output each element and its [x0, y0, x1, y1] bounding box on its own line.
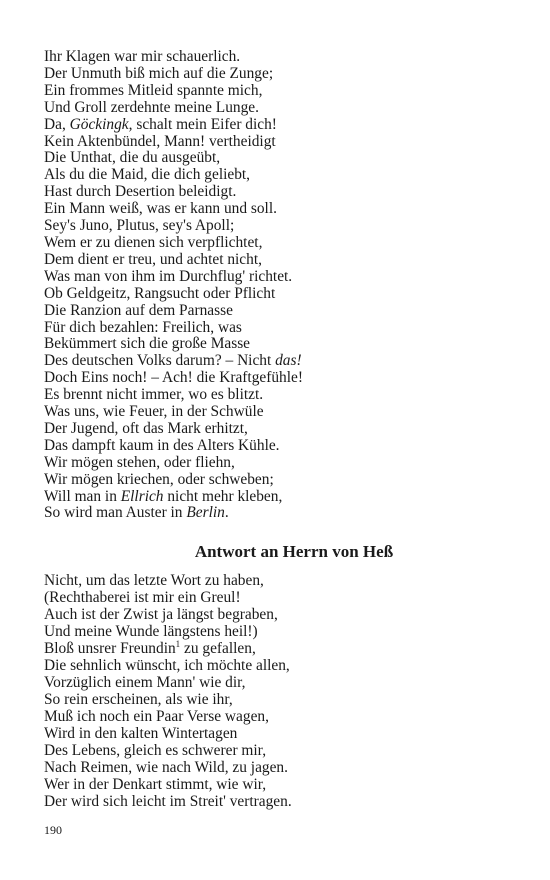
verse-text: Der Jugend, oft das Mark erhitzt,	[44, 419, 248, 437]
verse-emphasis: das!	[275, 352, 302, 370]
verse-line	[44, 776, 514, 793]
verse-text: Wem er zu dienen sich verpflichtet,	[44, 233, 263, 251]
verse-line	[44, 286, 514, 303]
poem-text	[44, 572, 514, 810]
verse-text: Auch ist der Zwist ja längst begraben,	[44, 606, 278, 624]
verse-text: Kein Aktenbündel, Mann! vertheidigt	[44, 132, 276, 150]
verse-text: Der Unmuth biß mich auf die Zunge;	[44, 64, 274, 82]
verse-line	[44, 572, 514, 589]
verse-text: Nach Reimen, wie nach Wild, zu jagen.	[44, 759, 288, 777]
verse-line	[44, 421, 514, 438]
verse-text: .	[224, 504, 229, 522]
verse-text: Und Groll zerdehnte meine Lunge.	[44, 98, 259, 116]
verse-text: Und meine Wunde längstens heil!)	[44, 623, 258, 641]
verse-line	[44, 134, 514, 151]
verse-text: So rein erscheinen, als wie ihr,	[44, 691, 233, 709]
verse-line	[44, 303, 514, 320]
verse-line	[44, 759, 514, 776]
verse-text: Des Lebens, gleich es schwerer mir,	[44, 742, 267, 760]
verse-line	[44, 66, 514, 83]
verse-text: Sey's Juno, Plutus, sey's Apoll;	[44, 217, 235, 235]
verse-line	[44, 725, 514, 742]
verse-line	[44, 438, 514, 455]
verse-line	[44, 455, 514, 472]
verse-line	[44, 623, 514, 640]
verse-text: Nicht, um das letzte Wort zu haben,	[44, 572, 264, 590]
footnote-marker: 1	[175, 639, 181, 650]
verse-text: Hast durch Desertion beleidigt.	[44, 183, 237, 201]
verse-text: Was uns, wie Feuer, in der Schwüle	[44, 403, 264, 421]
verse-text: Da,	[44, 115, 70, 133]
verse-line	[44, 691, 514, 708]
verse-line	[44, 489, 514, 506]
verse-line	[44, 708, 514, 725]
verse-line	[44, 657, 514, 674]
verse-line	[44, 269, 514, 286]
verse-line	[44, 404, 514, 421]
verse-line	[44, 83, 514, 100]
verse-line	[44, 793, 514, 810]
verse-text: Die Ranzion auf dem Parnasse	[44, 301, 233, 319]
verse-line	[44, 150, 514, 167]
verse-line	[44, 184, 514, 201]
page-number: 190	[44, 823, 62, 837]
verse-text: Die Unthat, die du ausgeübt,	[44, 149, 221, 167]
verse-text: Des deutschen Volks darum? – Nicht	[44, 352, 276, 370]
verse-text: Muß ich noch ein Paar Verse wagen,	[44, 708, 269, 726]
verse-text: Dem dient er treu, und achtet nicht,	[44, 250, 262, 268]
verse-text: Ihr Klagen war mir schauerlich.	[44, 48, 241, 65]
verse-text: Wird in den kalten Wintertagen	[44, 725, 238, 743]
verse-line	[44, 640, 514, 657]
verse-line	[44, 167, 514, 184]
verse-line	[44, 201, 514, 218]
verse-text: Wir mögen stehen, oder fliehn,	[44, 453, 235, 471]
verse-emphasis: Göckingk,	[69, 115, 133, 133]
verse-text: Bloß unsrer Freundin	[44, 640, 176, 658]
verse-text: Die sehnlich wünscht, ich möchte allen,	[44, 657, 290, 675]
verse-text: zu gefallen,	[180, 640, 256, 658]
verse-line	[44, 117, 514, 134]
poem-title: Antwort an Herrn von Heß	[194, 542, 394, 562]
verse-text: So wird man Auster in	[44, 504, 187, 522]
verse-line	[44, 589, 514, 606]
verse-text: Ein Mann weiß, was er kann und soll.	[44, 200, 277, 218]
verse-line	[44, 49, 514, 66]
page-body	[44, 49, 514, 810]
verse-line	[44, 336, 514, 353]
verse-text: Als du die Maid, die dich geliebt,	[44, 166, 251, 184]
verse-line	[44, 353, 514, 370]
verse-text: Das dampft kaum in des Alters Kühle.	[44, 436, 280, 454]
verse-text: Ein frommes Mitleid spannte mich,	[44, 81, 263, 99]
verse-line	[44, 742, 514, 759]
verse-text: Wir mögen kriechen, oder schweben;	[44, 470, 274, 488]
verse-line	[44, 320, 514, 337]
verse-text: (Rechthaberei ist mir ein Greul!	[44, 589, 241, 607]
verse-text: Ob Geldgeitz, Rangsucht oder Pflicht	[44, 284, 276, 302]
verse-text: Bekümmert sich die große Masse	[44, 335, 251, 353]
verse-line	[44, 387, 514, 404]
verse-text: schalt mein Eifer dich!	[132, 115, 277, 133]
verse-line	[44, 100, 514, 117]
verse-line	[44, 472, 514, 489]
verse-text: nicht mehr kleben,	[163, 487, 283, 505]
verse-line	[44, 235, 514, 252]
verse-emphasis: Berlin	[186, 504, 225, 522]
verse-text: Vorzüglich einem Mann' wie dir,	[44, 674, 246, 692]
verse-line	[44, 370, 514, 387]
verse-line	[44, 505, 514, 522]
verse-text: Will man in	[44, 487, 121, 505]
verse-text: Wer in der Denkart stimmt, wie wir,	[44, 776, 267, 794]
verse-line	[44, 252, 514, 269]
verse-text: Was man von ihm im Durchflug' richtet.	[44, 267, 293, 285]
verse-text: Für dich bezahlen: Freilich, was	[44, 318, 242, 336]
verse-line	[44, 218, 514, 235]
verse-text: Doch Eins noch! – Ach! die Kraftgefühle!	[44, 369, 303, 387]
verse-line	[44, 674, 514, 691]
verse-emphasis: Ellrich	[120, 487, 164, 505]
verse-text: Der wird sich leicht im Streit' vertragen.	[44, 793, 292, 811]
verse-text: Es brennt nicht immer, wo es blitzt.	[44, 386, 264, 404]
poem-text	[44, 49, 514, 522]
verse-line	[44, 606, 514, 623]
